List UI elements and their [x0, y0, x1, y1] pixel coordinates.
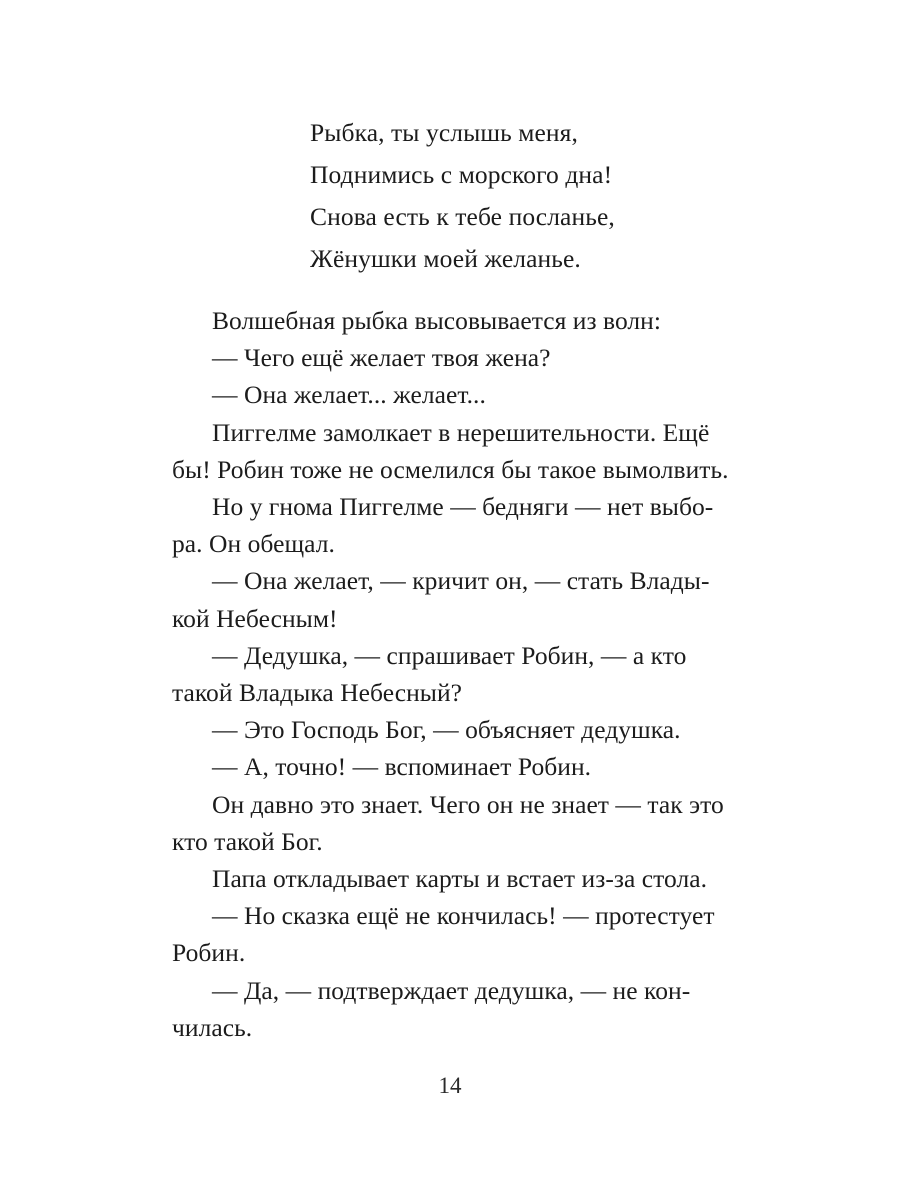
- verse-line: Жёнушки моей желанье.: [310, 244, 581, 273]
- paragraph: [172, 562, 752, 636]
- paragraph: [172, 414, 752, 488]
- paragraph: [172, 786, 752, 860]
- text-line: — Дедушка, — спрашивает Робин, — а кто: [212, 640, 687, 670]
- text-line: — Да, — подтверждает дедушка, — не кон-: [212, 975, 691, 1005]
- verse-line: Поднимись с морского дна!: [310, 160, 613, 189]
- text-line: — Это Господь Бог, — объясняет дедушка.: [212, 715, 681, 745]
- page-number: 14: [438, 1073, 462, 1098]
- paragraph: [172, 376, 752, 413]
- paragraph: [172, 972, 752, 1046]
- text-line: кто такой Бог.: [172, 826, 323, 856]
- paragraph: [172, 897, 752, 971]
- paragraph: [172, 860, 752, 897]
- text-line: Волшебная рыбка высовывается из волн:: [212, 306, 662, 335]
- text-line: такой Владыка Небесный?: [172, 678, 463, 708]
- paragraph: [172, 302, 752, 339]
- verse-line: Рыбка, ты услышь меня,: [310, 118, 578, 147]
- paragraph: [172, 488, 752, 562]
- paragraph: [172, 637, 752, 711]
- text-line: — Она желает, — кричит он, — стать Влады-: [212, 566, 710, 596]
- text-line: — Но сказка ещё не кончилась! — протестует: [212, 901, 715, 931]
- verse-block: [310, 112, 750, 280]
- text-line: Папа откладывает карты и встает из-за стола.: [212, 864, 708, 894]
- text-line: кой Небесным!: [172, 603, 338, 633]
- text-line: Он давно это знает. Чего он не знает — так это: [212, 789, 724, 819]
- text-line: — Она желает... желает...: [212, 380, 486, 410]
- paragraph: [172, 711, 752, 748]
- paragraph: [172, 748, 752, 785]
- text-line: — А, точно! — вспоминает Робин.: [212, 752, 592, 782]
- verse-line: Снова есть к тебе посланье,: [310, 202, 615, 231]
- text-line: Пиггелме замолкает в нерешительности. Ещё: [212, 417, 710, 447]
- paragraph: [172, 339, 752, 376]
- text-line: Робин.: [172, 938, 246, 968]
- text-line: чилась.: [172, 1012, 253, 1042]
- text-line: ра. Он обещал.: [172, 529, 335, 559]
- text-line: — Чего ещё желает твоя жена?: [212, 343, 551, 373]
- text-line: бы! Робин тоже не осмелился бы такое вымолвить.: [172, 454, 729, 484]
- text-line: Но у гнома Пиггелме — бедняги — нет выбо-: [212, 492, 714, 522]
- prose-block: [172, 302, 752, 1046]
